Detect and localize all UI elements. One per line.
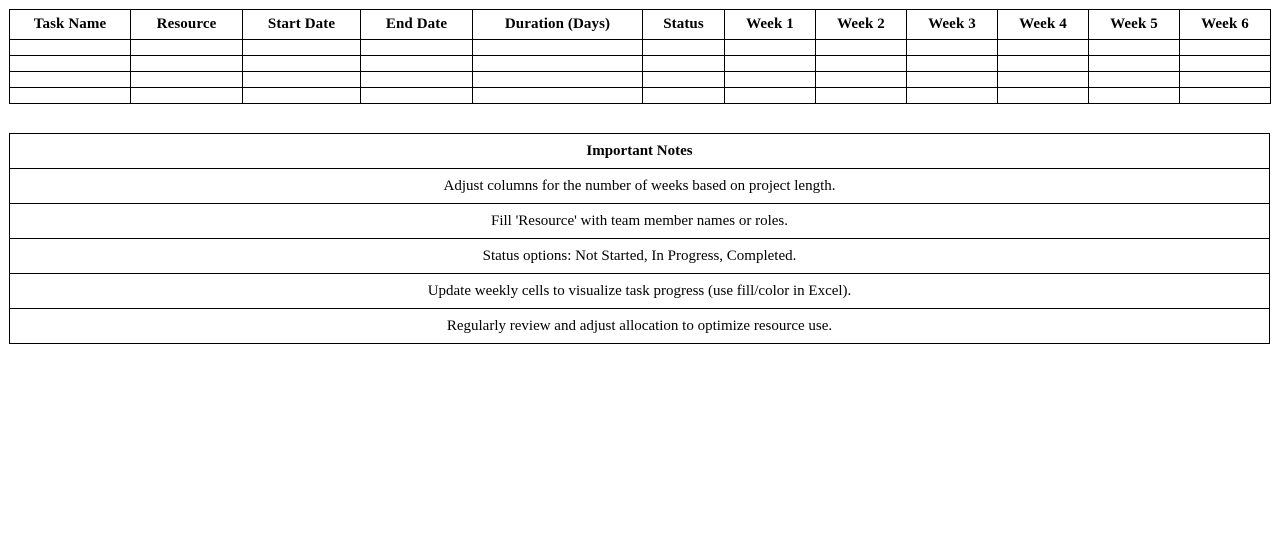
column-header-duration[interactable]: Duration (Days) xyxy=(473,10,643,40)
column-header-week-2[interactable]: Week 2 xyxy=(816,10,907,40)
column-header-start-date[interactable]: Start Date xyxy=(243,10,361,40)
cell-week-5[interactable] xyxy=(1089,56,1180,72)
cell-week-1[interactable] xyxy=(725,40,816,56)
cell-duration[interactable] xyxy=(473,56,643,72)
list-item xyxy=(10,169,1270,204)
list-item xyxy=(10,204,1270,239)
cell-week-4[interactable] xyxy=(998,56,1089,72)
cell-status[interactable] xyxy=(643,40,725,56)
cell-week-1[interactable] xyxy=(725,88,816,104)
cell-week-1[interactable] xyxy=(725,56,816,72)
cell-end-date[interactable] xyxy=(361,40,473,56)
cell-resource[interactable] xyxy=(131,56,243,72)
table-row xyxy=(10,88,1271,104)
cell-week-6[interactable] xyxy=(1180,72,1271,88)
cell-status[interactable] xyxy=(643,72,725,88)
column-header-status[interactable]: Status xyxy=(643,10,725,40)
cell-task-name[interactable] xyxy=(10,56,131,72)
cell-start-date[interactable] xyxy=(243,40,361,56)
cell-week-5[interactable] xyxy=(1089,40,1180,56)
cell-week-3[interactable] xyxy=(907,72,998,88)
table-row xyxy=(10,72,1271,88)
project-schedule-table xyxy=(9,9,1270,104)
cell-week-3[interactable] xyxy=(907,40,998,56)
cell-resource[interactable] xyxy=(131,88,243,104)
schedule-header-row xyxy=(10,10,1271,40)
cell-task-name[interactable] xyxy=(10,40,131,56)
column-header-resource[interactable]: Resource xyxy=(131,10,243,40)
cell-resource[interactable] xyxy=(131,72,243,88)
cell-end-date[interactable] xyxy=(361,56,473,72)
cell-status[interactable] xyxy=(643,56,725,72)
notes-title: Important Notes xyxy=(10,134,1270,169)
note-item-status-options[interactable]: Status options: Not Started, In Progress, Completed. xyxy=(10,239,1270,274)
table-row xyxy=(10,40,1271,56)
column-header-week-1[interactable]: Week 1 xyxy=(725,10,816,40)
cell-week-4[interactable] xyxy=(998,72,1089,88)
important-notes-table xyxy=(9,133,1270,344)
list-item xyxy=(10,239,1270,274)
column-header-week-3[interactable]: Week 3 xyxy=(907,10,998,40)
table-row xyxy=(10,56,1271,72)
cell-start-date[interactable] xyxy=(243,56,361,72)
cell-week-2[interactable] xyxy=(816,72,907,88)
column-header-task-name[interactable]: Task Name xyxy=(10,10,131,40)
list-item xyxy=(10,274,1270,309)
cell-duration[interactable] xyxy=(473,40,643,56)
cell-task-name[interactable] xyxy=(10,88,131,104)
cell-week-4[interactable] xyxy=(998,88,1089,104)
cell-start-date[interactable] xyxy=(243,72,361,88)
notes-header-row xyxy=(10,134,1270,169)
cell-week-4[interactable] xyxy=(998,40,1089,56)
cell-week-3[interactable] xyxy=(907,88,998,104)
cell-end-date[interactable] xyxy=(361,88,473,104)
cell-week-6[interactable] xyxy=(1180,40,1271,56)
note-item-fill-resource[interactable]: Fill 'Resource' with team member names or roles. xyxy=(10,204,1270,239)
cell-week-6[interactable] xyxy=(1180,88,1271,104)
cell-end-date[interactable] xyxy=(361,72,473,88)
cell-week-2[interactable] xyxy=(816,88,907,104)
cell-duration[interactable] xyxy=(473,88,643,104)
cell-week-2[interactable] xyxy=(816,56,907,72)
note-item-update-weekly-cells[interactable]: Update weekly cells to visualize task progress (use fill/color in Excel). xyxy=(10,274,1270,309)
cell-task-name[interactable] xyxy=(10,72,131,88)
note-item-adjust-columns[interactable]: Adjust columns for the number of weeks based on project length. xyxy=(10,169,1270,204)
list-item xyxy=(10,309,1270,344)
cell-week-1[interactable] xyxy=(725,72,816,88)
cell-duration[interactable] xyxy=(473,72,643,88)
cell-week-6[interactable] xyxy=(1180,56,1271,72)
cell-week-3[interactable] xyxy=(907,56,998,72)
column-header-week-4[interactable]: Week 4 xyxy=(998,10,1089,40)
cell-week-5[interactable] xyxy=(1089,72,1180,88)
schedule-grid xyxy=(9,9,1271,104)
column-header-week-5[interactable]: Week 5 xyxy=(1089,10,1180,40)
cell-start-date[interactable] xyxy=(243,88,361,104)
note-item-review-allocation[interactable]: Regularly review and adjust allocation to optimize resource use. xyxy=(10,309,1270,344)
cell-week-2[interactable] xyxy=(816,40,907,56)
cell-week-5[interactable] xyxy=(1089,88,1180,104)
cell-resource[interactable] xyxy=(131,40,243,56)
notes-grid xyxy=(9,133,1270,344)
cell-status[interactable] xyxy=(643,88,725,104)
column-header-week-6[interactable]: Week 6 xyxy=(1180,10,1271,40)
column-header-end-date[interactable]: End Date xyxy=(361,10,473,40)
